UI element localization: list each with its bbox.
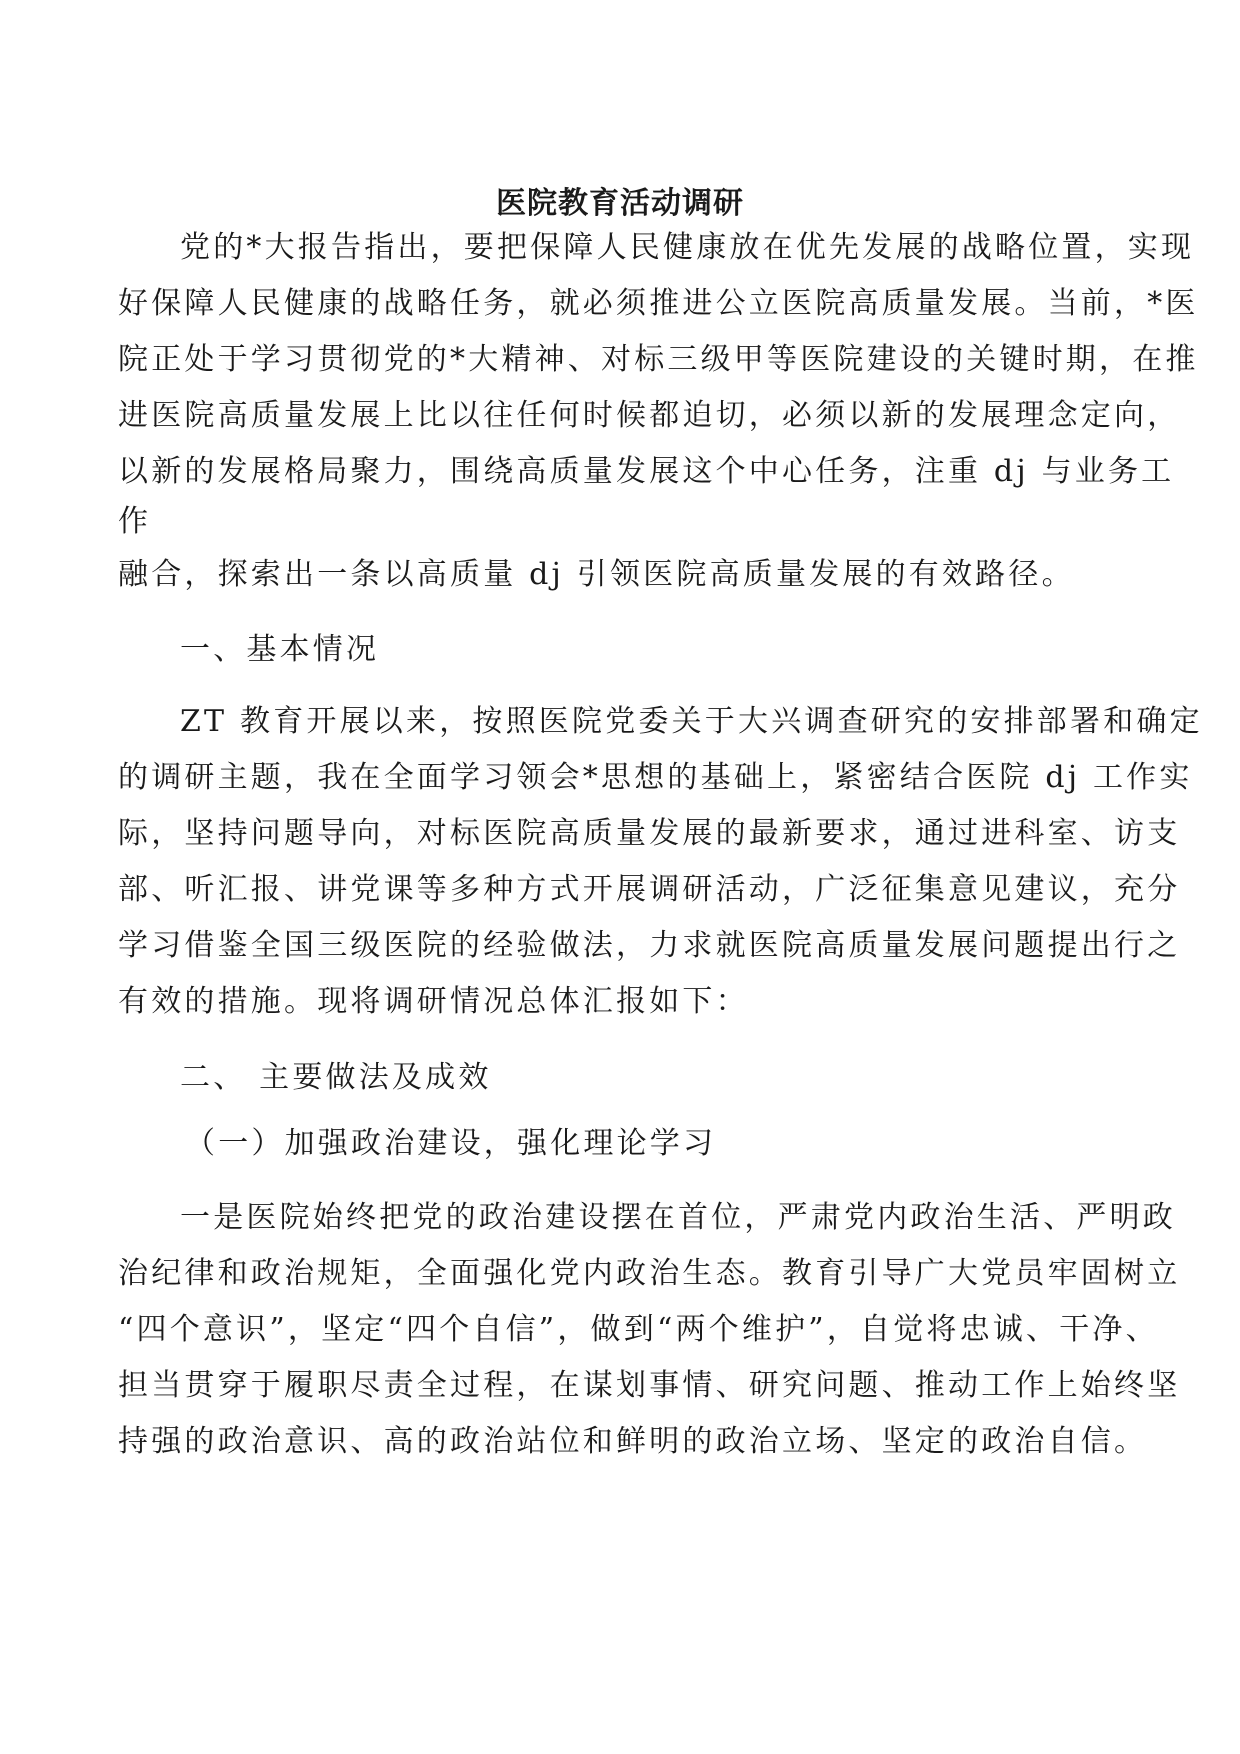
document-title: 医院教育活动调研 — [496, 186, 744, 221]
paragraph-1-line-5: 以新的发展格局聚力，围绕高质量发展这个中心任务，注重 dj 与业务工 — [118, 454, 1175, 489]
paragraph-2-line-5: 学习借鉴全国三级医院的经验做法，力求就医院高质量发展问题提出行之 — [118, 928, 1181, 963]
paragraph-3-line-3: “四个意识”，坚定“四个自信”，做到“两个维护”，自觉将忠诚、干净、 — [118, 1312, 1159, 1347]
paragraph-1-line-7: 融合，探索出一条以高质量 dj 引领医院高质量发展的有效路径。 — [118, 557, 1075, 592]
paragraph-2-line-4: 部、听汇报、讲党课等多种方式开展调研活动，广泛征集意见建议，充分 — [118, 872, 1181, 907]
section-heading-1: 一、基本情况 — [180, 632, 380, 667]
paragraph-3-line-5: 持强的政治意识、高的政治站位和鲜明的政治立场、坚定的政治自信。 — [118, 1424, 1148, 1459]
paragraph-2-line-3: 际，坚持问题导向，对标医院高质量发展的最新要求，通过进科室、访支 — [118, 816, 1181, 851]
paragraph-1-line-2: 好保障人民健康的战略任务，就必须推进公立医院高质量发展。当前，*医 — [118, 286, 1199, 321]
paragraph-3-line-4: 担当贯穿于履职尽责全过程，在谋划事情、研究问题、推动工作上始终坚 — [118, 1368, 1181, 1403]
paragraph-3-line-2: 治纪律和政治规矩，全面强化党内政治生态。教育引导广大党员牢固树立 — [118, 1256, 1181, 1291]
paragraph-1-line-6: 作 — [118, 504, 152, 539]
paragraph-1-line-4: 进医院高质量发展上比以往任何时候都迫切，必须以新的发展理念定向， — [118, 398, 1181, 433]
section-heading-2: 二、 主要做法及成效 — [180, 1060, 492, 1095]
subsection-heading-1: （一）加强政治建设，强化理论学习 — [185, 1126, 717, 1161]
paragraph-2-line-2: 的调研主题，我在全面学习领会*思想的基础上，紧密结合医院 dj 工作实 — [118, 760, 1193, 795]
paragraph-2-line-6: 有效的措施。现将调研情况总体汇报如下： — [118, 984, 749, 1019]
paragraph-1-line-1: 党的*大报告指出，要把保障人民健康放在优先发展的战略位置，实现 — [180, 230, 1195, 265]
paragraph-1-line-3: 院正处于学习贯彻党的*大精神、对标三级甲等医院建设的关键时期，在推 — [118, 342, 1199, 377]
paragraph-2-line-1: ZT 教育开展以来，按照医院党委关于大兴调查研究的安排部署和确定 — [180, 704, 1203, 739]
paragraph-3-line-1: 一是医院始终把党的政治建设摆在首位，严肃党内政治生活、严明政 — [180, 1200, 1176, 1235]
